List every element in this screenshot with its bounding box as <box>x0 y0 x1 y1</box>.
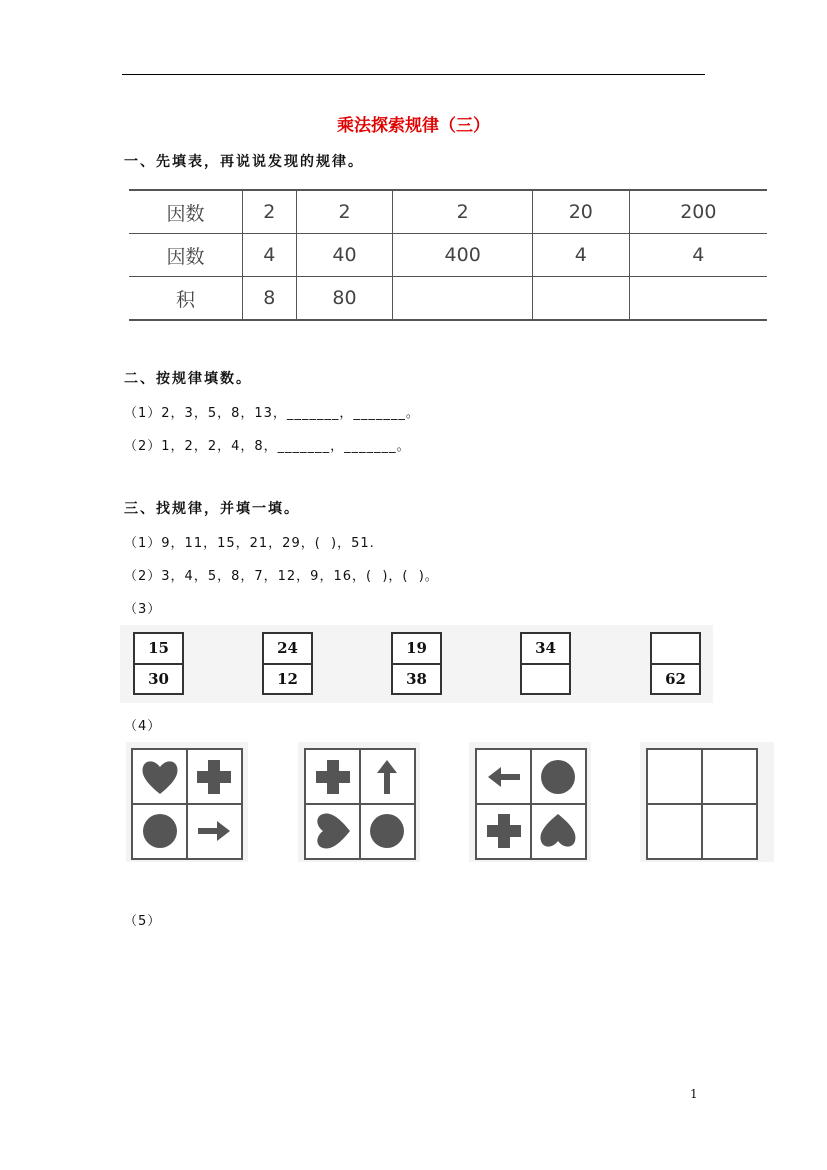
table-cell: 20 <box>532 190 629 234</box>
arrow-right-icon <box>193 810 235 852</box>
shape-grid-2 <box>304 748 416 860</box>
heart-right-icon <box>312 810 354 852</box>
circle-icon <box>366 810 408 852</box>
table-cell: 40 <box>296 234 393 277</box>
table-cell: 200 <box>629 190 767 234</box>
number-card <box>133 632 184 695</box>
card-bottom: 62 <box>665 670 686 688</box>
table-cell: 4 <box>629 234 767 277</box>
table-cell: 4 <box>243 234 297 277</box>
page-number: 1 <box>690 1087 698 1101</box>
question-2-1: （1）2，3，5，8，13，_______，_______。 <box>124 406 420 421</box>
shape-grid-3 <box>475 748 587 860</box>
plus-icon <box>193 756 235 798</box>
plus-icon <box>483 810 525 852</box>
card-top: 19 <box>393 634 440 665</box>
table-row <box>129 234 767 277</box>
question-3-3-label: （3） <box>124 602 162 617</box>
table-row <box>129 277 767 321</box>
circle-icon <box>139 810 181 852</box>
question-3-2: （2）3，4，5，8，7，12，9，16，( )，( )。 <box>124 569 439 584</box>
table-cell: 因数 <box>129 190 243 234</box>
page-title: 乘法探索规律（三） <box>337 116 490 136</box>
plus-icon <box>312 756 354 798</box>
section1-heading: 一、先填表，再说说发现的规律。 <box>124 154 364 170</box>
card-bottom: 12 <box>277 670 298 688</box>
answer-cell[interactable] <box>393 277 533 321</box>
card-top: 34 <box>522 634 569 665</box>
arrow-left-icon <box>483 756 525 798</box>
heart-icon <box>139 756 181 798</box>
shape-grid-answer[interactable] <box>646 748 758 860</box>
table-row <box>129 190 767 234</box>
table-cell: 80 <box>296 277 393 321</box>
circle-icon <box>537 756 579 798</box>
table-cell: 2 <box>393 190 533 234</box>
table-cell: 400 <box>393 234 533 277</box>
table-cell: 因数 <box>129 234 243 277</box>
table-cell: 4 <box>532 234 629 277</box>
arrow-up-icon <box>366 756 408 798</box>
card-top: 15 <box>135 634 182 665</box>
heart-up-icon <box>537 810 579 852</box>
card-top: 24 <box>264 634 311 665</box>
section2-heading: 二、按规律填数。 <box>124 371 252 387</box>
question-3-4-label: （4） <box>124 719 162 734</box>
section3-heading: 三、找规律，并填一填。 <box>124 501 300 517</box>
card-bottom-blank[interactable] <box>522 665 569 694</box>
card-top-blank[interactable] <box>652 634 699 665</box>
answer-cell[interactable] <box>532 277 629 321</box>
number-card <box>262 632 313 695</box>
number-card <box>650 632 701 695</box>
card-bottom: 38 <box>406 670 427 688</box>
question-3-1: （1）9，11，15，21，29，( )，51. <box>124 536 375 551</box>
table-cell: 8 <box>243 277 297 321</box>
table-cell: 积 <box>129 277 243 321</box>
table-cell: 2 <box>243 190 297 234</box>
factor-table <box>129 189 767 321</box>
card-bottom: 30 <box>148 670 169 688</box>
table-cell: 2 <box>296 190 393 234</box>
header-rule <box>122 74 705 75</box>
answer-cell[interactable] <box>629 277 767 321</box>
question-3-5-label: （5） <box>124 914 162 929</box>
number-card <box>520 632 571 695</box>
shape-grid-1 <box>131 748 243 860</box>
number-card <box>391 632 442 695</box>
question-2-2: （2）1，2，2，4，8，_______，_______。 <box>124 439 411 454</box>
